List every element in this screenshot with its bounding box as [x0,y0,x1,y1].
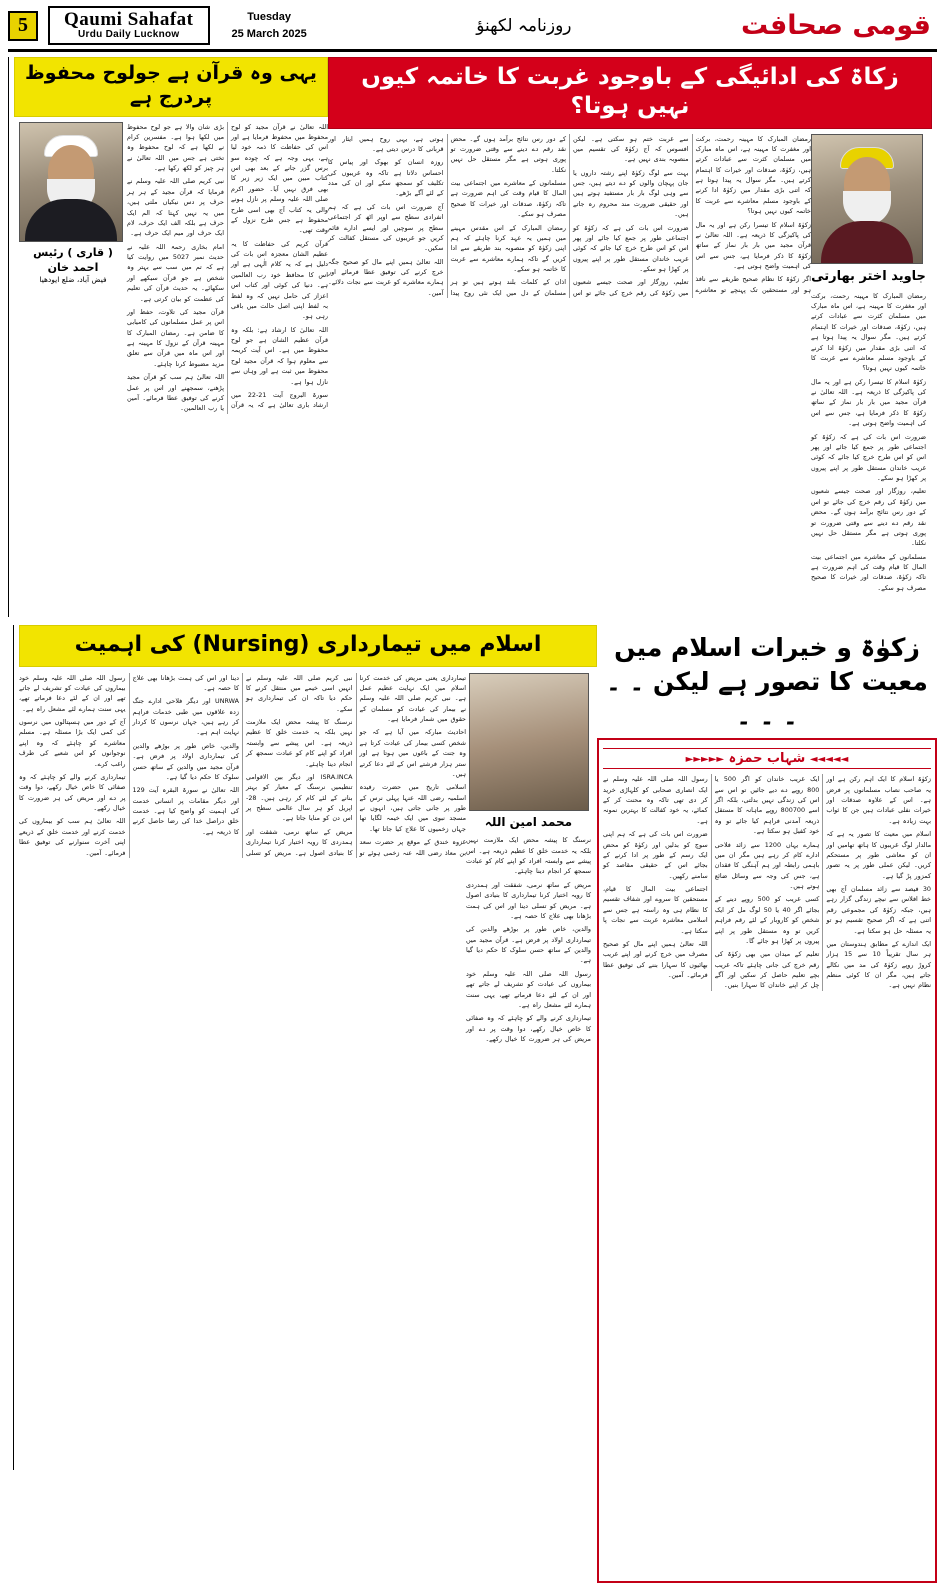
paragraph: اللہ تعالیٰ نے سورۃ البقرہ آیت 129 اور دیگر مقامات پر انسانی خدمت کی اہمیت کو واضح کیا ہے۔ خدمت خلق دراصل خدا کی رضا حاصل کرنے کا ذریعہ ہے۔ [132,786,239,836]
paragraph: غزوہ خندق کے موقع پر حضرت سعد بن معاذ رضی اللہ عنہ زخمی ہوئے تو نبی کریم صلی اللہ علیہ وسلم نے انہیں اسی خیمے میں منتقل کرنے کا حکم دیا تاکہ ان کی تیمارداری ہو سکے۔ [246,673,466,857]
paragraph: سورۃ البروج آیت 21-22 میں ارشاد باری تعالیٰ ہے کہ یہ قرآن بڑی شان والا ہے جو لوح محفوظ میں لکھا ہوا ہے۔ مفسرین کرام نے لکھا ہے کہ لوح محفوظ وہ تختی ہے جس میں اللہ تعالیٰ نے ہر چیز کو لکھ رکھا ہے۔ [127,122,328,410]
author-intro-right [811,291,926,594]
paragraph: رمضان المبارک کا مہینہ رحمت، برکت اور مغفرت کا مہینہ ہے، اس ماہ مبارک میں مسلمان کثرت سے عبادات کرتے ہیں، زکوٰۃ، صدقات اور خیرات کا اہتمام کرتے ہیں۔ مگر سوال یہ پیدا ہوتا ہے کہ اتنی بڑی مقدار میں زکوٰۃ ادا کرنے کے باوجود مسلم معاشرے سے غربت کا خاتمہ کیوں نہیں ہوتا؟ [695,134,811,216]
article-zakat-khairat [597,625,937,1470]
article-quran-lauh-mahfooz [8,57,328,617]
paragraph: اجتماعی بیت المال کا قیام، مستحقین کا سروے اور شفاف تقسیم کا نظام ہی وہ راستہ ہے جس سے اسلامی معاشرہ غربت سے نجات پا سکتا ہے۔ [603,885,708,935]
author-byline-nursing: محمد امین اللہ [484,814,573,829]
paragraph: نرسنگ کا پیشہ محض ایک ملازمت نہیں بلکہ یہ خدمت خلق کا عظیم ذریعہ ہے۔ اس پیشے سے وابستہ افراد کو اپنے کام کو عبادت سمجھ کر انجام دینا چاہئے۔ [246,718,353,768]
paragraph: والدین، خاص طور پر بوڑھے والدین کی تیمارداری اولاد پر فرض ہے۔ قرآن مجید میں والدین کے ساتھ حسن سلوک کا حکم دیا گیا ہے۔ [132,741,239,781]
paragraph: 30 فیصد سے زائد مسلمان آج بھی خط افلاس سے نیچے زندگی گزار رہے ہیں، جبکہ زکوٰۃ کی مجموعی رقم اتنی ہے کہ اگر صحیح تقسیم ہو تو یہ مسئلہ حل ہو سکتا ہے۔ [826,885,931,935]
paragraph: رمضان المبارک کے اس مقدس مہینے میں ہمیں یہ عہد کرنا چاہئے کہ ہم اپنی زکوٰۃ کو منصوبہ بند طریقے سے ادا کریں گے تاکہ ہمارے معاشرے سے غربت کا خاتمہ ہو سکے۔ [450,223,566,273]
paragraph: مریض کے ساتھ نرمی، شفقت اور ہمدردی کا رویہ اختیار کرنا تیمارداری کا بنیادی اصول ہے۔ مریض کو تسلی دینا اور اس کی ہمت بڑھانا بھی علاج کا حصہ ہے۔ [466,880,591,920]
paragraph: نبی کریم صلی اللہ علیہ وسلم نے فرمایا کہ قرآن مجید کے ہر ہر حرف پر دس نیکیاں ملتی ہیں، میں یہ نہیں کہتا کہ الم ایک حرف ہے بلکہ الف ایک حرف، لام ایک حرف اور میم ایک حرف ہے۔ [127,177,224,238]
author-portrait-icon [469,673,589,811]
paragraph: زکوٰۃ اسلام کا تیسرا رکن ہے اور یہ مال کی پاکیزگی کا ذریعہ ہے۔ اللہ تعالیٰ نے قرآن مجید میں بار بار نماز کے ساتھ زکوٰۃ کا ذکر فرمایا ہے، جس سے اس کی اہمیت واضح ہوتی ہے۔ [811,377,926,428]
paragraph: زکوٰۃ اسلام کا ایک اہم رکن ہے اور یہ صاحب نصاب مسلمانوں پر فرض ہے۔ اس کے علاوہ صدقات اور خیرات نفلی عبادات ہیں جن کا ثواب بہت زیادہ ہے۔ [826,775,931,825]
paragraph: اللہ تعالیٰ کا ارشاد ہے: بلکہ وہ قرآن عظیم الشان ہے جو لوح محفوظ میں ہے۔ اس آیت کریمہ سے معلوم ہوا کہ قرآن مجید لوح محفوظ میں ثبت ہے اور وہاں سے نازل ہوا ہے۔ [231,325,328,386]
paragraph: قرآن مجید کی تلاوت، حفظ اور اس پر عمل مسلمانوں کی کامیابی کا ضامن ہے۔ رمضان المبارک کا مہینہ قرآن کے نزول کا مہینہ ہے اور اس ماہ میں قرآن سے تعلق مزید مضبوط کرنا چاہئے۔ [127,307,224,368]
author-portrait-icon [811,134,923,264]
author-photo-block-right [811,134,926,597]
paragraph: احادیث مبارکہ میں آیا ہے کہ جو شخص کسی بیمار کی عیادت کرتا ہے وہ جنت کے باغوں میں ہوتا ہے اور ستر ہزار فرشتے اس کے لئے دعا کرتے ہیں۔ [359,728,466,778]
bottom-articles-section [8,625,937,1470]
paragraph: والدین، خاص طور پر بوڑھے والدین کی تیمارداری اولاد پر فرض ہے۔ قرآن مجید میں والدین کے ساتھ حسن سلوک کا حکم دیا گیا ہے۔ [466,925,591,965]
article-body-nursing [19,673,466,858]
article-headline-right: زکاۃ کی ادائیگی کے باوجود غربت کا خاتمہ کیوں نہیں ہوتا؟ [328,57,932,129]
article-headline-zakat-khairat: زکوٰۃ و خیرات اسلام میں معیت کا تصور ہے لیکن ۔ ۔ ۔ ۔ ۔ [606,633,928,730]
column-kicker: ◄◄◄◄◄ شہاب حمزہ ►►►►► [603,748,931,769]
paragraph: مسلمانوں کے معاشرے میں اجتماعی بیت المال کا قیام وقت کی اہم ضرورت ہے تاکہ زکوٰۃ، صدقات اور خیرات کا صحیح مصرف ہو سکے۔ [811,552,926,592]
paragraph: تیمارداری کرنے والے کو چاہئے کہ وہ صفائی کا خاص خیال رکھے، دوا وقت پر دے اور مریض کی ہر ضرورت کا خیال رکھے۔ [19,772,126,812]
publication-date [232,9,307,42]
author-intro-nursing [466,835,591,1044]
paragraph: اسلامی تاریخ میں حضرت رفیدہ اسلمیہ رضی اللہ عنہا پہلی نرس کے طور پر جانی جاتی ہیں، انہوں نے مسجد نبوی میں ایک خیمہ لگایا تھا جہاں زخمیوں کا علاج کیا جاتا تھا۔ [359,783,466,833]
article-nursing-islam [13,625,597,1470]
paragraph: ISRA.INCA اور دیگر بین الاقوامی تنظیمیں نرسنگ کے معیار کو بہتر بنانے کے لئے کام کر رہی ہیں۔ 28- اپریل کو ہر سال عالمی سطح پر اس دن کو منایا جاتا ہے۔ [246,772,353,823]
author-byline-left: ( قاری ) رئیس احمد خان فیض آباد، ضلع ایودھیا [19,245,127,286]
article-body-right [328,134,811,299]
paragraph: UNRWA اور دیگر فلاحی ادارے جنگ زدہ علاقوں میں طبی خدمات فراہم کر رہے ہیں، جہاں نرسوں کا کردار نہایت اہم ہے۔ [132,697,239,737]
article-body-zakat-khairat [603,774,931,991]
paragraph: مسلمانوں کے معاشرے میں اجتماعی بیت المال کا قیام وقت کی اہم ضرورت ہے تاکہ زکوٰۃ، صدقات اور خیرات کا صحیح مصرف ہو سکے۔ [450,179,566,219]
paragraph: ایک غریب خاندان کو اگر 500 یا 800 روپے دے دیے جائیں تو اس سے اس کی زندگی نہیں بدلتی، بلکہ اگر اسے 800700 روپے ماہانہ کا مستقل ذریعہ آمدنی فراہم کیا جائے تو وہ خود کفیل ہو سکتا ہے۔ [714,775,820,836]
masthead-subtitle-urdu: روزنامہ لکھنؤ [476,16,572,36]
paragraph: اللہ تعالیٰ نے قرآن مجید کو لوح محفوظ میں محفوظ فرمایا ہے اور اس کی حفاظت کا ذمہ خود لیا ہے، یہی وجہ ہے کہ چودہ سو برس گزر جانے کے بعد بھی اس کتاب مبین میں ایک زیر زبر کا بھی فرق نہیں آیا۔ حضور اکرم صلی اللہ علیہ وسلم پر نازل ہونے والی یہ کتاب آج بھی اسی طرح محفوظ ہے جس طرح نزول کے وقت تھی۔ [231,122,328,235]
author-byline-right: جاوید اختر بھارتی [811,268,926,284]
paragraph: ہمارے یہاں 1200 سے زائد فلاحی ادارے کام کر رہے ہیں مگر ان میں باہمی رابطہ اور ہم آہنگی کا فقدان ہے، جس کی وجہ سے وسائل ضائع ہوتے ہیں۔ [714,840,820,890]
paragraph: تیمارداری یعنی مریض کی خدمت کرنا اسلام میں ایک نہایت عظیم عمل ہے۔ نبی کریم صلی اللہ علیہ وسلم نے بیمار کی عیادت کو مسلمان کے حقوق میں شمار فرمایا ہے۔ [359,673,466,723]
date-day: Tuesday [247,11,292,23]
paragraph: نرسنگ کا پیشہ محض ایک ملازمت نہیں بلکہ یہ خدمت خلق کا عظیم ذریعہ ہے۔ اس پیشے سے وابستہ افراد کو اپنے کام کو عبادت سمجھ کر انجام دینا چاہئے۔ [466,836,591,876]
paragraph: قرآن کریم کی حفاظت کا یہ عظیم الشان معجزہ اس بات کی دلیل ہے کہ یہ کلام الٰہی ہے اور اس کا محافظ خود رب العالمین ہے۔ دنیا کی کوئی اور کتاب اس اعزاز کی حامل نہیں کہ وہ لفظ بہ لفظ اپنی اصل حالت میں باقی رہی ہو۔ [231,239,328,321]
article-zakat-poverty [328,57,937,617]
logo-subtitle: Urdu Daily Lucknow [77,28,180,40]
author-photo-block-nursing [466,673,591,1048]
author-location-left: فیض آباد، ضلع ایودھیا [39,275,107,285]
decoration-right: ►►►►► [685,754,725,766]
paragraph: رسول اللہ صلی اللہ علیہ وسلم نے ایک انصاری صحابی کو کلہاڑی خرید کر دی تھی تاکہ وہ محنت کر کے کمائے، یہ خود کفالت کا بہترین نمونہ ہے۔ [603,775,708,825]
paragraph: آج کے دور میں ہسپتالوں میں نرسوں کی کمی ایک بڑا مسئلہ ہے۔ مسلم معاشرے کو چاہئے کہ وہ اپنے نوجوانوں کو اس شعبے کی طرف راغب کرے۔ [19,718,126,768]
paragraph: اللہ تعالیٰ ہم سب کو قرآن مجید پڑھنے، سمجھنے اور اس پر عمل کرنے کی توفیق عطا فرمائے۔ آمین یا رب العالمین۔ [127,373,224,413]
author-photo-block-left [19,122,127,286]
paragraph: رسول اللہ صلی اللہ علیہ وسلم خود بیماروں کی عیادت کو تشریف لے جاتے تھے اور ان کے لئے دعا فرماتے تھے، یہی سنت ہمارے لئے مشعل راہ ہے۔ [19,673,126,713]
paragraph: تعلیم، روزگار اور صحت جیسے شعبوں میں زکوٰۃ کی رقم خرچ کی جائے تو اس کے دور رس نتائج برآمد ہوں گے۔ محض نقد رقم دے دینے سے وقتی ضرورت تو پوری ہوتی ہے مگر مستقل حل نہیں نکلتا۔ [811,487,926,548]
top-articles-section [8,57,937,617]
paragraph: ضرورت اس بات کی ہے کہ زکوٰۃ کو اجتماعی طور پر جمع کیا جائے اور پھر اس کو اس طرح خرچ کیا جائے کہ کوئی غریب خاندان مستقل طور پر اپنے پیروں پر کھڑا ہو سکے۔ [573,223,689,273]
paragraph: ایک اندازے کے مطابق ہندوستان میں ہر سال تقریباً 10 سے 15 ہزار کروڑ روپے زکوٰۃ کی مد میں نکالے جاتے ہیں، مگر ان کا کوئی منظم نظام نہیں ہے۔ [826,939,931,990]
paragraph: اگر زکوٰۃ کا نظام صحیح طریقے سے نافذ ہو اور مستحقین تک پہنچے تو معاشرے سے غربت ختم ہو سکتی ہے۔ لیکن افسوس کہ آج زکوٰۃ کی تقسیم میں منصوبہ بندی نہیں ہے۔ [573,134,811,294]
paragraph: اللہ تعالیٰ ہمیں اپنے مال کو صحیح جگہ خرچ کرنے کی توفیق عطا فرمائے اور ہمارے معاشرے کو غربت سے نجات دلائے۔ آمین۔ [328,257,444,297]
paragraph: مریض کے ساتھ نرمی، شفقت اور ہمدردی کا رویہ اختیار کرنا تیمارداری کا بنیادی اصول ہے۔ مریض کو تسلی دینا اور اس کی ہمت بڑھانا بھی علاج کا حصہ ہے۔ [132,673,353,857]
author-portrait-icon [19,122,123,242]
paragraph: تعلیم کے میدان میں بھی زکوٰۃ کی رقم خرچ کی جانی چاہئے تاکہ غریب بچے تعلیم حاصل کر سکیں اور آگے چل کر اپنے خاندان کا سہارا بنیں۔ [714,950,820,990]
paragraph: رمضان المبارک کا مہینہ رحمت، برکت اور مغفرت کا مہینہ ہے، اس ماہ مبارک میں مسلمان کثرت سے عبادات کرتے ہیں، زکوٰۃ، صدقات اور خیرات کا اہتمام کرتے ہیں۔ مگر سوال یہ پیدا ہوتا ہے کہ اتنی بڑی مقدار میں زکوٰۃ ادا کرنے کے باوجود مسلم معاشرے سے غربت کا خاتمہ کیوں نہیں ہوتا؟ [811,291,926,373]
paragraph: ضرورت اس بات کی ہے کہ ہم اپنی سوچ کو بدلیں اور زکوٰۃ کو محض ایک رسم کے طور پر ادا کرنے کے بجائے اس کے حقیقی مقاصد کو سامنے رکھیں۔ [603,830,708,880]
article-frame-zakat-khairat [597,738,937,1583]
paragraph: تعلیم، روزگار اور صحت جیسے شعبوں میں زکوٰۃ کی رقم خرچ کی جائے تو اس کے دور رس نتائج برآمد ہوں گے۔ محض نقد رقم دے دینے سے وقتی ضرورت تو پوری ہوتی ہے مگر مستقل حل نہیں نکلتا۔ [450,134,689,297]
paragraph: تیمارداری کرنے والے کو چاہئے کہ وہ صفائی کا خاص خیال رکھے، دوا وقت پر دے اور مریض کی ہر ضرورت کا خیال رکھے۔ [466,1014,591,1044]
page-number-badge: 5 [8,11,38,41]
paragraph: اللہ تعالیٰ ہمیں اپنے مال کو صحیح مصرف میں خرچ کرنے اور اپنے غریب بھائیوں کا سہارا بننے کی توفیق عطا فرمائے۔ آمین۔ [603,939,708,979]
date-full: 25 March 2025 [231,27,307,40]
masthead [8,6,937,52]
paragraph: زکوٰۃ اسلام کا تیسرا رکن ہے اور یہ مال کی پاکیزگی کا ذریعہ ہے۔ اللہ تعالیٰ نے قرآن مجید میں بار بار نماز کے ساتھ زکوٰۃ کا ذکر فرمایا ہے، جس سے اس کی اہمیت واضح ہوتی ہے۔ [695,220,811,270]
newspaper-logo [48,6,210,45]
article-headline-left: یہی وہ قرآن ہے جولوح محفوظ پردرج ہے [14,57,328,117]
paragraph: آج ضرورت اس بات کی ہے کہ ہم انفرادی سطح سے اوپر اٹھ کر اجتماعی سطح پر سوچیں اور ایسے ادارے قائم کریں جو غریبوں کی مستقل کفالت کر سکیں۔ [328,202,444,253]
article-body-left [127,122,328,414]
paragraph: کسی غریب کو 500 روپے دینے کے بجائے اگر 40 یا 50 لوگ مل کر ایک شخص کو کاروبار کے لئے رقم فراہم کریں تو وہ مستقل طور پر اپنے پیروں پر کھڑا ہو جائے گا۔ [714,895,820,945]
paragraph: اسلام میں معیت کا تصور یہ ہے کہ مالدار لوگ غریبوں کا ہاتھ تھامیں اور ان کو معاشی طور پر مستحکم کریں۔ لیکن عملی طور پر یہ تصور کمزور پڑ گیا ہے۔ [826,830,931,880]
masthead-title-urdu: قومی صحافت [741,10,931,41]
paragraph: امام بخاری رحمۃ اللہ علیہ نے حدیث نمبر 5027 میں روایت کیا ہے کہ تم میں سب سے بہتر وہ شخص ہے جو قرآن سیکھے اور سکھائے۔ یہ حدیث قرآن کی تعلیم کی عظمت کو بیان کرتی ہے۔ [127,242,224,303]
logo-title: Qaumi Sahafat [64,8,194,30]
paragraph: روزہ انسان کو بھوک اور پیاس کا احساس دلاتا ہے تاکہ وہ غریبوں کی تکلیف کو سمجھ سکے اور ان کی مدد کے لئے آگے بڑھے۔ [328,158,444,198]
paragraph: بہت سے لوگ زکوٰۃ اپنے رشتہ داروں یا جان پہچان والوں کو دے دیتے ہیں، جس سے وہی لوگ بار بار مستفید ہوتے ہیں اور حقیقی ضرورت مند محروم رہ جاتے ہیں۔ [573,168,689,219]
decoration-left: ◄◄◄◄◄ [809,754,849,766]
paragraph: ضرورت اس بات کی ہے کہ زکوٰۃ کو اجتماعی طور پر جمع کیا جائے اور پھر اس کو اس طرح خرچ کیا جائے کہ کوئی غریب خاندان مستقل طور پر اپنے پیروں پر کھڑا ہو سکے۔ [811,432,926,483]
paragraph: اللہ تعالیٰ ہم سب کو بیماروں کی خدمت کرنے اور خدمت خلق کے ذریعے اپنی آخرت سنوارنے کی توفیق عطا فرمائے۔ آمین۔ [19,817,126,857]
paragraph: اذان کے کلمات بلند ہوتے ہیں تو ہر مسلمان کے دل میں ایک نئی روح پیدا ہوتی ہے، یہی روح ہمیں ایثار اور قربانی کا درس دیتی ہے۔ [328,134,566,297]
paragraph: رسول اللہ صلی اللہ علیہ وسلم خود بیماروں کی عیادت کو تشریف لے جاتے تھے اور ان کے لئے دعا فرماتے تھے، یہی سنت ہمارے لئے مشعل راہ ہے۔ [466,969,591,1009]
article-headline-nursing: اسلام میں تیمارداری (Nursing) کی اہمیت [19,625,597,667]
